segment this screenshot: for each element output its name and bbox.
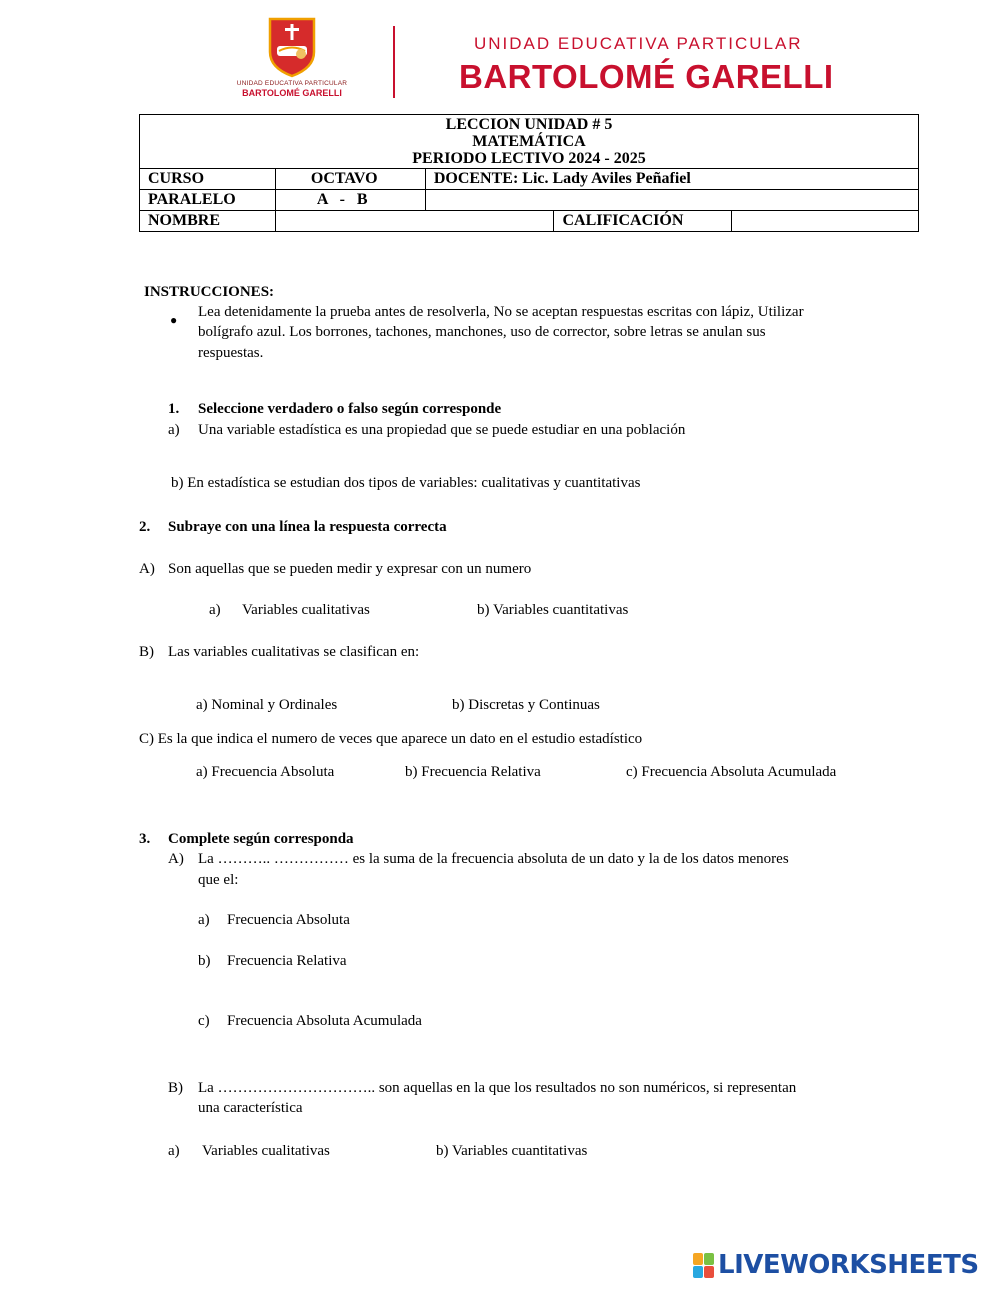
q3-B-line-1: La ………………………….. son aquellas en la que los resultados no son numéricos, si representan bbox=[198, 1080, 797, 1096]
header-divider bbox=[393, 26, 395, 98]
q3-A-label: A) bbox=[168, 851, 184, 867]
q3-title: Complete según corresponda bbox=[168, 831, 354, 847]
instructions-line-3: respuestas. bbox=[198, 345, 264, 361]
q2-C-option-c[interactable]: c) Frecuencia Absoluta Acumulada bbox=[626, 764, 837, 780]
curso-label: CURSO bbox=[140, 169, 276, 190]
q3-A-line-1: La ……….. …………… es la suma de la frecuencia absoluta de un dato y la de los datos menores bbox=[198, 851, 789, 867]
instructions-title: INSTRUCCIONES: bbox=[144, 284, 275, 300]
school-subtitle: UNIDAD EDUCATIVA PARTICULAR bbox=[474, 34, 803, 53]
subject-title: MATEMÁTICA bbox=[472, 133, 586, 150]
instructions-line-1: Lea detenidamente la prueba antes de resolverla, No se aceptan respuestas escritas con lápiz, Utilizar bbox=[198, 304, 804, 320]
bullet-icon: ● bbox=[170, 313, 178, 327]
q2-A-text: Son aquellas que se pueden medir y expresar con un numero bbox=[168, 561, 532, 577]
calificacion-field[interactable] bbox=[732, 211, 919, 232]
paralelo-blank bbox=[425, 190, 918, 211]
q3-B-line-2: una característica bbox=[198, 1100, 303, 1116]
q3-A-line-2: que el: bbox=[198, 872, 239, 888]
q1-a-label: a) bbox=[168, 422, 180, 438]
school-shield-logo bbox=[267, 16, 317, 78]
q3-option-b[interactable]: Frecuencia Relativa bbox=[227, 953, 347, 969]
q2-C-option-b[interactable]: b) Frecuencia Relativa bbox=[405, 764, 541, 780]
q3-number: 3. bbox=[139, 831, 151, 847]
q3-option-a-label: a) bbox=[198, 912, 210, 928]
lesson-title-cell bbox=[140, 115, 919, 169]
q3-option-c-label: c) bbox=[198, 1013, 210, 1029]
q2-A-label: A) bbox=[139, 561, 155, 577]
q3-option-b-label: b) bbox=[198, 953, 211, 969]
q3-B-option-b[interactable]: b) Variables cuantitativas bbox=[436, 1143, 588, 1159]
paralelo-value: A - B bbox=[275, 190, 425, 211]
calificacion-label: CALIFICACIÓN bbox=[554, 211, 732, 232]
logo-caption-name: BARTOLOMÉ GARELLI bbox=[242, 88, 342, 98]
q2-A-option-a-label: a) bbox=[209, 602, 221, 618]
docente-cell: DOCENTE: Lic. Lady Aviles Peñafiel bbox=[425, 169, 918, 190]
nombre-label: NOMBRE bbox=[140, 211, 276, 232]
q1-a-text: Una variable estadística es una propiedad que se puede estudiar en una población bbox=[198, 422, 686, 438]
q2-B-option-b[interactable]: b) Discretas y Continuas bbox=[452, 697, 600, 713]
q3-B-option-a[interactable]: Variables cualitativas bbox=[202, 1143, 330, 1159]
lesson-title: LECCION UNIDAD # 5 bbox=[445, 116, 613, 133]
q1-number: 1. bbox=[168, 401, 180, 417]
q2-C-text: C) Es la que indica el numero de veces que aparece un dato en el estudio estadístico bbox=[139, 731, 643, 747]
paralelo-label: PARALELO bbox=[140, 190, 276, 211]
curso-value: OCTAVO bbox=[275, 169, 425, 190]
period-title: PERIODO LECTIVO 2024 - 2025 bbox=[412, 150, 646, 167]
q2-title: Subraye con una línea la respuesta correcta bbox=[168, 519, 447, 535]
q2-A-option-b[interactable]: b) Variables cuantitativas bbox=[477, 602, 629, 618]
q3-B-label: B) bbox=[168, 1080, 183, 1096]
q2-B-option-a[interactable]: a) Nominal y Ordinales bbox=[196, 697, 338, 713]
q3-option-a[interactable]: Frecuencia Absoluta bbox=[227, 912, 350, 928]
q3-option-c[interactable]: Frecuencia Absoluta Acumulada bbox=[227, 1013, 422, 1029]
q1-b-text: b) En estadística se estudian dos tipos de variables: cualitativas y cuantitativas bbox=[171, 475, 641, 491]
liveworksheets-logo-icon bbox=[693, 1253, 715, 1279]
q2-A-option-a[interactable]: Variables cualitativas bbox=[242, 602, 370, 618]
q2-B-text: Las variables cualitativas se clasifican en: bbox=[168, 644, 420, 660]
q3-B-option-a-label: a) bbox=[168, 1143, 180, 1159]
liveworksheets-brand: LIVEWORKSHEETS bbox=[718, 1250, 979, 1280]
q1-title: Seleccione verdadero o falso según corresponde bbox=[198, 401, 502, 417]
q2-B-label: B) bbox=[139, 644, 154, 660]
q2-C-option-a[interactable]: a) Frecuencia Absoluta bbox=[196, 764, 335, 780]
logo-caption-subtitle: UNIDAD EDUCATIVA PARTICULAR bbox=[236, 80, 348, 87]
lesson-info-table bbox=[139, 114, 919, 232]
school-name: BARTOLOMÉ GARELLI bbox=[459, 58, 834, 95]
instructions-line-2: bolígrafo azul. Los borrones, tachones, manchones, uso de corrector, sobre letras se anulan sus bbox=[198, 324, 766, 340]
nombre-field[interactable] bbox=[275, 211, 554, 232]
q2-number: 2. bbox=[139, 519, 151, 535]
